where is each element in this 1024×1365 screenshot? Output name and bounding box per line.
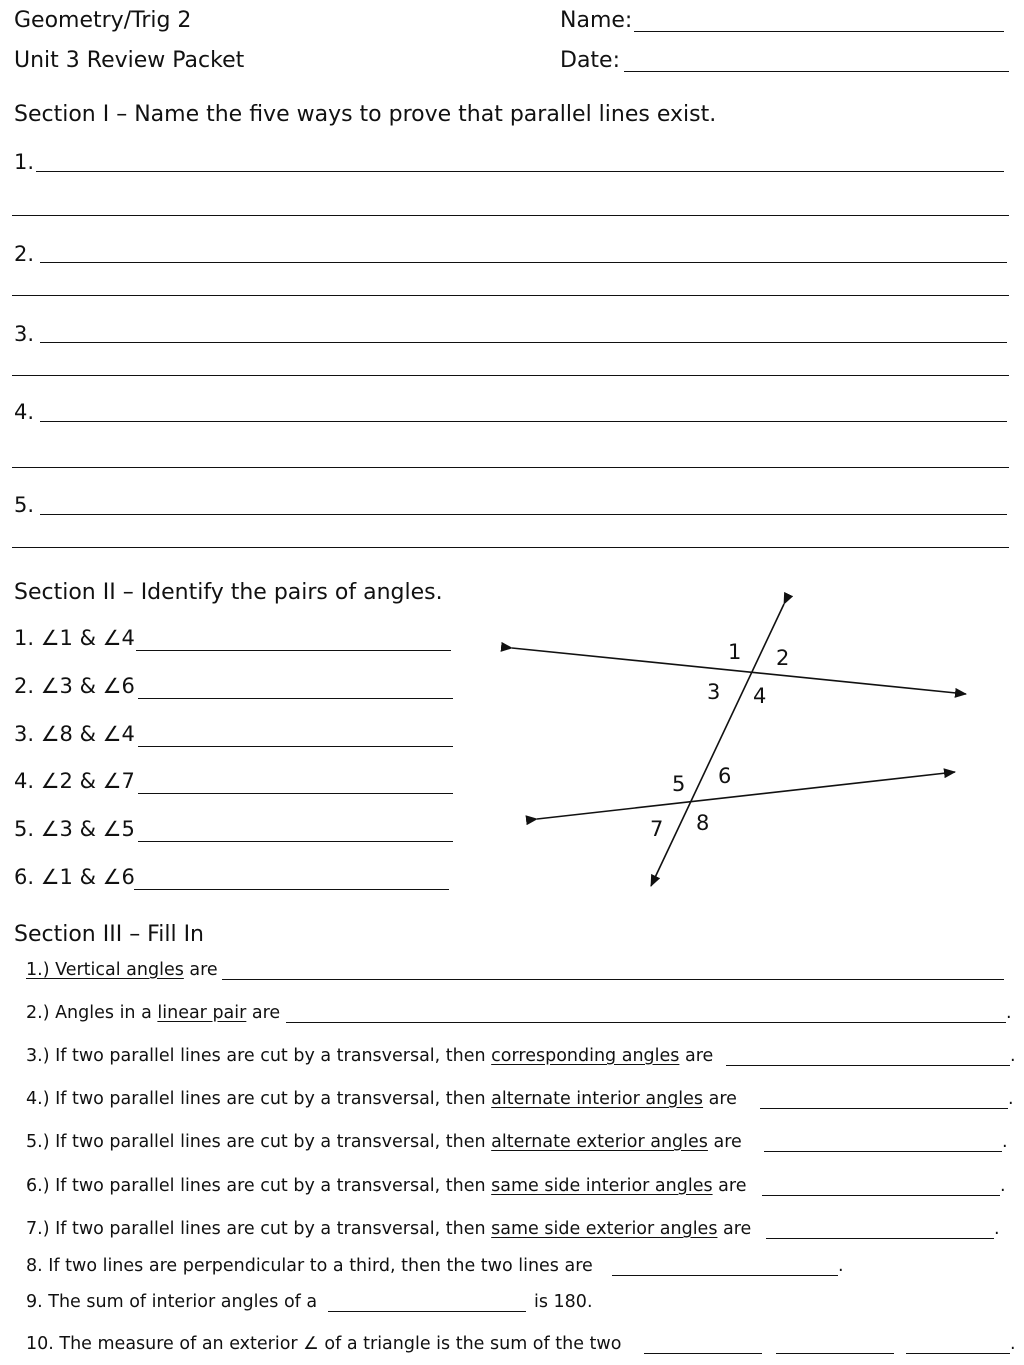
- period: .: [838, 1256, 844, 1276]
- text: 8. If two lines are perpendicular to a third, then the two lines are: [26, 1256, 593, 1276]
- answer-line[interactable]: [222, 979, 1004, 980]
- period: .: [1000, 1176, 1006, 1196]
- text: 5.) If two parallel lines are cut by a transversal, then: [26, 1132, 492, 1152]
- period: .: [1002, 1132, 1008, 1152]
- text: are: [703, 1089, 737, 1109]
- term: alternate exterior angles: [491, 1132, 708, 1152]
- term: linear pair: [157, 1003, 247, 1023]
- text: 6.) If two parallel lines are cut by a transversal, then: [26, 1176, 492, 1196]
- course-title: Geometry/Trig 2: [14, 8, 192, 33]
- term: same side interior angles: [491, 1176, 713, 1196]
- fill-in-question-8: [26, 1256, 593, 1276]
- section-3-title: Section III – Fill In: [14, 922, 204, 947]
- period: .: [994, 1219, 1000, 1239]
- fill-in-question-10: [26, 1334, 621, 1354]
- angle-label: 8: [696, 811, 710, 835]
- section-1-item-number: 4.: [14, 400, 35, 424]
- name-label: Name:: [560, 8, 633, 33]
- text: are: [679, 1046, 714, 1066]
- answer-line[interactable]: [286, 1022, 1006, 1023]
- answer-line[interactable]: [762, 1195, 1000, 1196]
- text: are: [183, 960, 218, 980]
- term: alternate interior angles: [491, 1089, 704, 1109]
- period: .: [1006, 1003, 1012, 1023]
- text: 3.) If two parallel lines are cut by a transversal, then: [26, 1046, 492, 1066]
- angle-pair-text: ∠8 & ∠4: [40, 722, 135, 746]
- angle-label: 1: [728, 640, 742, 664]
- text: are: [717, 1219, 752, 1239]
- angle-pair-text: ∠2 & ∠7: [40, 769, 135, 793]
- lower-line: [537, 772, 955, 819]
- angle-label: 7: [650, 817, 664, 841]
- fill-in-question-1: [26, 960, 218, 980]
- answer-line[interactable]: [644, 1353, 762, 1354]
- question-number: 6.: [14, 865, 35, 889]
- angle-label: 6: [718, 764, 732, 788]
- fill-in-question-4: [26, 1089, 737, 1109]
- answer-line[interactable]: [906, 1353, 1010, 1354]
- angle-pair-text: ∠3 & ∠6: [40, 674, 135, 698]
- answer-line[interactable]: [328, 1311, 526, 1312]
- transversal-line: [651, 604, 784, 886]
- fill-in-question-6: [26, 1176, 746, 1196]
- fill-in-question-7: [26, 1219, 751, 1239]
- term: same side exterior angles: [491, 1219, 718, 1239]
- question-number: 2.: [14, 674, 35, 698]
- question-number: 5.: [14, 817, 35, 841]
- angle-label: 4: [753, 684, 767, 708]
- question-number: 1.: [14, 626, 35, 650]
- angle-label: 3: [707, 680, 721, 704]
- answer-line[interactable]: [776, 1353, 894, 1354]
- fill-in-question-5: [26, 1132, 742, 1152]
- term: corresponding angles: [491, 1046, 680, 1066]
- period: .: [1008, 1089, 1014, 1109]
- question-number: 4.: [14, 769, 35, 793]
- fill-in-question-3: [26, 1046, 713, 1066]
- period: .: [1010, 1334, 1016, 1354]
- text: 2.) Angles in a: [26, 1003, 158, 1023]
- fill-in-question-2: [26, 1003, 280, 1023]
- text: 7.) If two parallel lines are cut by a transversal, then: [26, 1219, 492, 1239]
- section-2-title: Section II – Identify the pairs of angles.: [14, 580, 443, 605]
- text: are: [712, 1176, 747, 1196]
- term: 1.) Vertical angles: [26, 960, 184, 980]
- section-1-item-number: 1.: [14, 150, 35, 174]
- text: 10. The measure of an exterior ∠ of a triangle is the sum of the two: [26, 1334, 622, 1354]
- section-1-item-number: 2.: [14, 242, 35, 266]
- text: are: [707, 1132, 742, 1152]
- text: 9. The sum of interior angles of a: [26, 1292, 318, 1312]
- angle-label: 5: [672, 772, 686, 796]
- date-label: Date:: [560, 48, 620, 73]
- text: 4.) If two parallel lines are cut by a transversal, then: [26, 1089, 492, 1109]
- answer-line[interactable]: [766, 1238, 994, 1239]
- text: are: [246, 1003, 281, 1023]
- answer-line[interactable]: [764, 1151, 1002, 1152]
- section-1-title: Section I – Name the five ways to prove that parallel lines exist.: [14, 102, 717, 127]
- answer-line[interactable]: [612, 1275, 838, 1276]
- angle-pair-text: ∠1 & ∠6: [40, 865, 135, 889]
- period: .: [1010, 1046, 1016, 1066]
- answer-line[interactable]: [760, 1108, 1008, 1109]
- angle-pair-text: ∠1 & ∠4: [40, 626, 135, 650]
- answer-line[interactable]: [726, 1065, 1010, 1066]
- question-number: 3.: [14, 722, 35, 746]
- fill-in-question-9: [26, 1292, 317, 1312]
- text: is 180.: [534, 1292, 593, 1312]
- angle-pair-text: ∠3 & ∠5: [40, 817, 135, 841]
- section-1-item-number: 3.: [14, 322, 35, 346]
- packet-title: Unit 3 Review Packet: [14, 48, 245, 73]
- section-1-item-number: 5.: [14, 493, 35, 517]
- angle-label: 2: [776, 646, 790, 670]
